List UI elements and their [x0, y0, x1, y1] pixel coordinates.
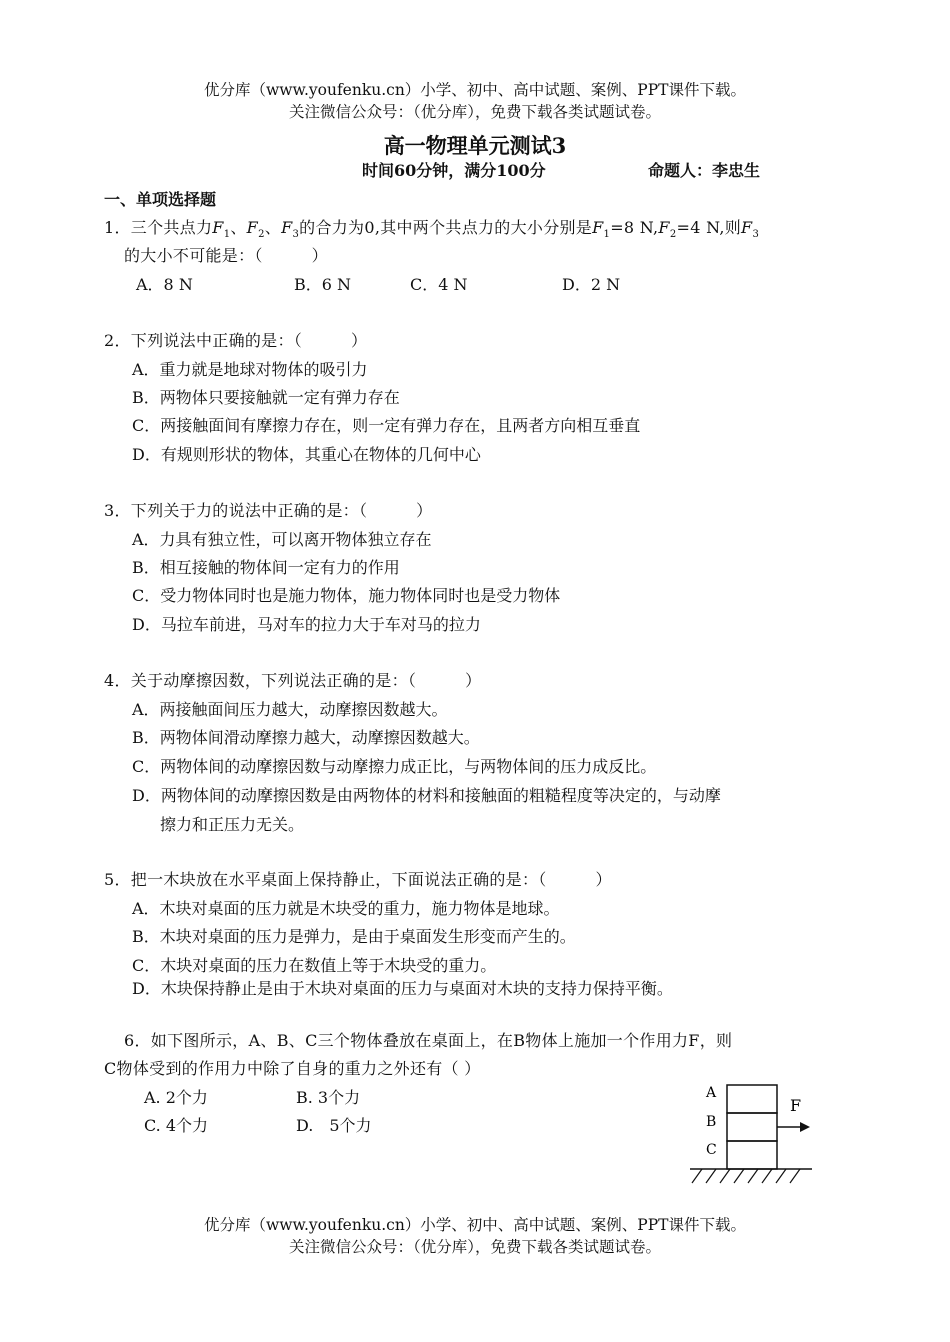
q1-sub: 1	[223, 229, 231, 241]
q6-option-c: C. 4个力	[144, 1116, 209, 1135]
q1-text: 的合力为0,其中两个共点力的大小分别是	[299, 218, 593, 237]
q3-option-c: C．受力物体同时也是施力物体，施力物体同时也是受力物体	[132, 586, 561, 605]
q1-option-d: D．2 N	[562, 275, 621, 294]
exam-author: 命题人：李忠生	[648, 161, 761, 180]
exam-time: 时间60分钟，满分100分	[362, 161, 546, 180]
q1-sub: 3	[752, 229, 760, 241]
q2-option-c: C．两接触面间有摩擦力存在，则一定有弹力存在，且两者方向相互垂直	[132, 416, 641, 435]
q1-text: =8 N,	[610, 218, 659, 237]
q5-option-b: B．木块对桌面的压力是弹力，是由于桌面发生形变而产生的。	[132, 927, 576, 946]
footer-line-2: 关注微信公众号：（优分库），免费下载各类试题试卷。	[288, 1238, 661, 1256]
q5-option-d: D．木块保持静止是由于木块对桌面的压力与桌面对木块的支持力保持平衡。	[132, 979, 673, 998]
q2-option-d: D．有规则形状的物体，其重心在物体的几何中心	[132, 445, 481, 464]
block-a	[727, 1085, 777, 1113]
footer-line-1: 优分库（www.youfenku.cn）小学、初中、高中试题、案例、PPT课件下载。	[203, 1216, 747, 1234]
q6-option-d: D. 5个力	[296, 1116, 372, 1135]
q1-var: F	[741, 218, 753, 237]
page-title: 高一物理单元测试3	[383, 133, 567, 158]
label-b: B	[706, 1114, 717, 1130]
q4-option-c: C．两物体间的动摩擦因数与动摩擦力成正比，与两物体间的压力成反比。	[132, 757, 657, 776]
force-arrow-head	[800, 1122, 810, 1132]
q6-option-b: B. 3个力	[296, 1088, 361, 1107]
q3-option-a: A．力具有独立性，可以离开物体独立存在	[132, 530, 432, 549]
block-c	[727, 1141, 777, 1169]
q4-option-d: D．两物体间的动摩擦因数是由两物体的材料和接触面的粗糙程度等决定的，与动摩	[132, 786, 721, 805]
q6-option-a: A. 2个力	[144, 1088, 208, 1107]
q3-option-d: D．马拉车前进，马对车的拉力大于车对马的拉力	[132, 615, 481, 634]
label-c: C	[706, 1142, 717, 1158]
q1-option-b: B．6 N	[294, 275, 352, 294]
section-heading: 一、单项选择题	[104, 190, 217, 209]
question-4-stem: 4．关于动摩擦因数，下列说法正确的是：（ ）	[104, 671, 482, 690]
label-a: A	[706, 1085, 717, 1101]
q1-sub: 2	[258, 229, 265, 241]
question-6-stem: 6．如下图所示，A、B、C三个物体叠放在桌面上，在B物体上施加一个作用力F，则	[124, 1031, 733, 1050]
q1-var: F	[592, 218, 604, 237]
stacked-blocks-figure	[680, 1075, 830, 1195]
q5-option-a: A．木块对桌面的压力就是木块受的重力，施力物体是地球。	[132, 899, 560, 918]
q2-option-a: A．重力就是地球对物体的吸引力	[132, 360, 368, 379]
header-line-1: 优分库（www.youfenku.cn）小学、初中、高中试题、案例、PPT课件下载。	[203, 81, 747, 99]
q1-var: F	[246, 218, 259, 237]
question-3-stem: 3．下列关于力的说法中正确的是：（ ）	[104, 501, 433, 520]
q1-text: 1．三个共点力	[104, 218, 213, 237]
q4-option-a: A．两接触面间压力越大，动摩擦因数越大。	[132, 700, 448, 719]
q1-var: F	[658, 218, 670, 237]
q1-var: F	[212, 218, 224, 237]
header-line-2: 关注微信公众号：（优分库），免费下载各类试题试卷。	[288, 103, 661, 121]
q1-text: 、	[264, 218, 282, 237]
q1-option-c: C．4 N	[410, 275, 468, 294]
block-b	[727, 1113, 777, 1141]
q2-option-b: B．两物体只要接触就一定有弹力存在	[132, 388, 400, 407]
q1-var: F	[281, 218, 293, 237]
q4-option-d-cont: 擦力和正压力无关。	[160, 815, 305, 834]
q1-sub: 2	[669, 229, 677, 241]
q1-sub: 1	[603, 229, 611, 241]
q1-text: 、	[230, 218, 247, 237]
q4-option-b: B．两物体间滑动摩擦力越大，动摩擦因数越大。	[132, 728, 480, 747]
question-1-stem	[104, 215, 759, 240]
q1-sub: 3	[292, 229, 300, 241]
question-6-stem-cont: C物体受到的作用力中除了自身的重力之外还有（ ）	[104, 1059, 481, 1078]
q5-option-c: C．木块对桌面的压力在数值上等于木块受的重力。	[132, 956, 497, 975]
q1-option-a: A．8 N	[136, 275, 193, 294]
q3-option-b: B．相互接触的物体间一定有力的作用	[132, 558, 400, 577]
question-1-stem-cont: 的大小不可能是：（ ）	[124, 246, 328, 265]
label-f: F	[790, 1096, 802, 1115]
question-2-stem: 2．下列说法中正确的是：（ ）	[104, 331, 368, 350]
question-5-stem: 5．把一木块放在水平桌面上保持静止，下面说法正确的是：（ ）	[104, 870, 612, 889]
q1-text: =4 N,则	[676, 218, 742, 237]
ground-hatching	[692, 1169, 800, 1183]
